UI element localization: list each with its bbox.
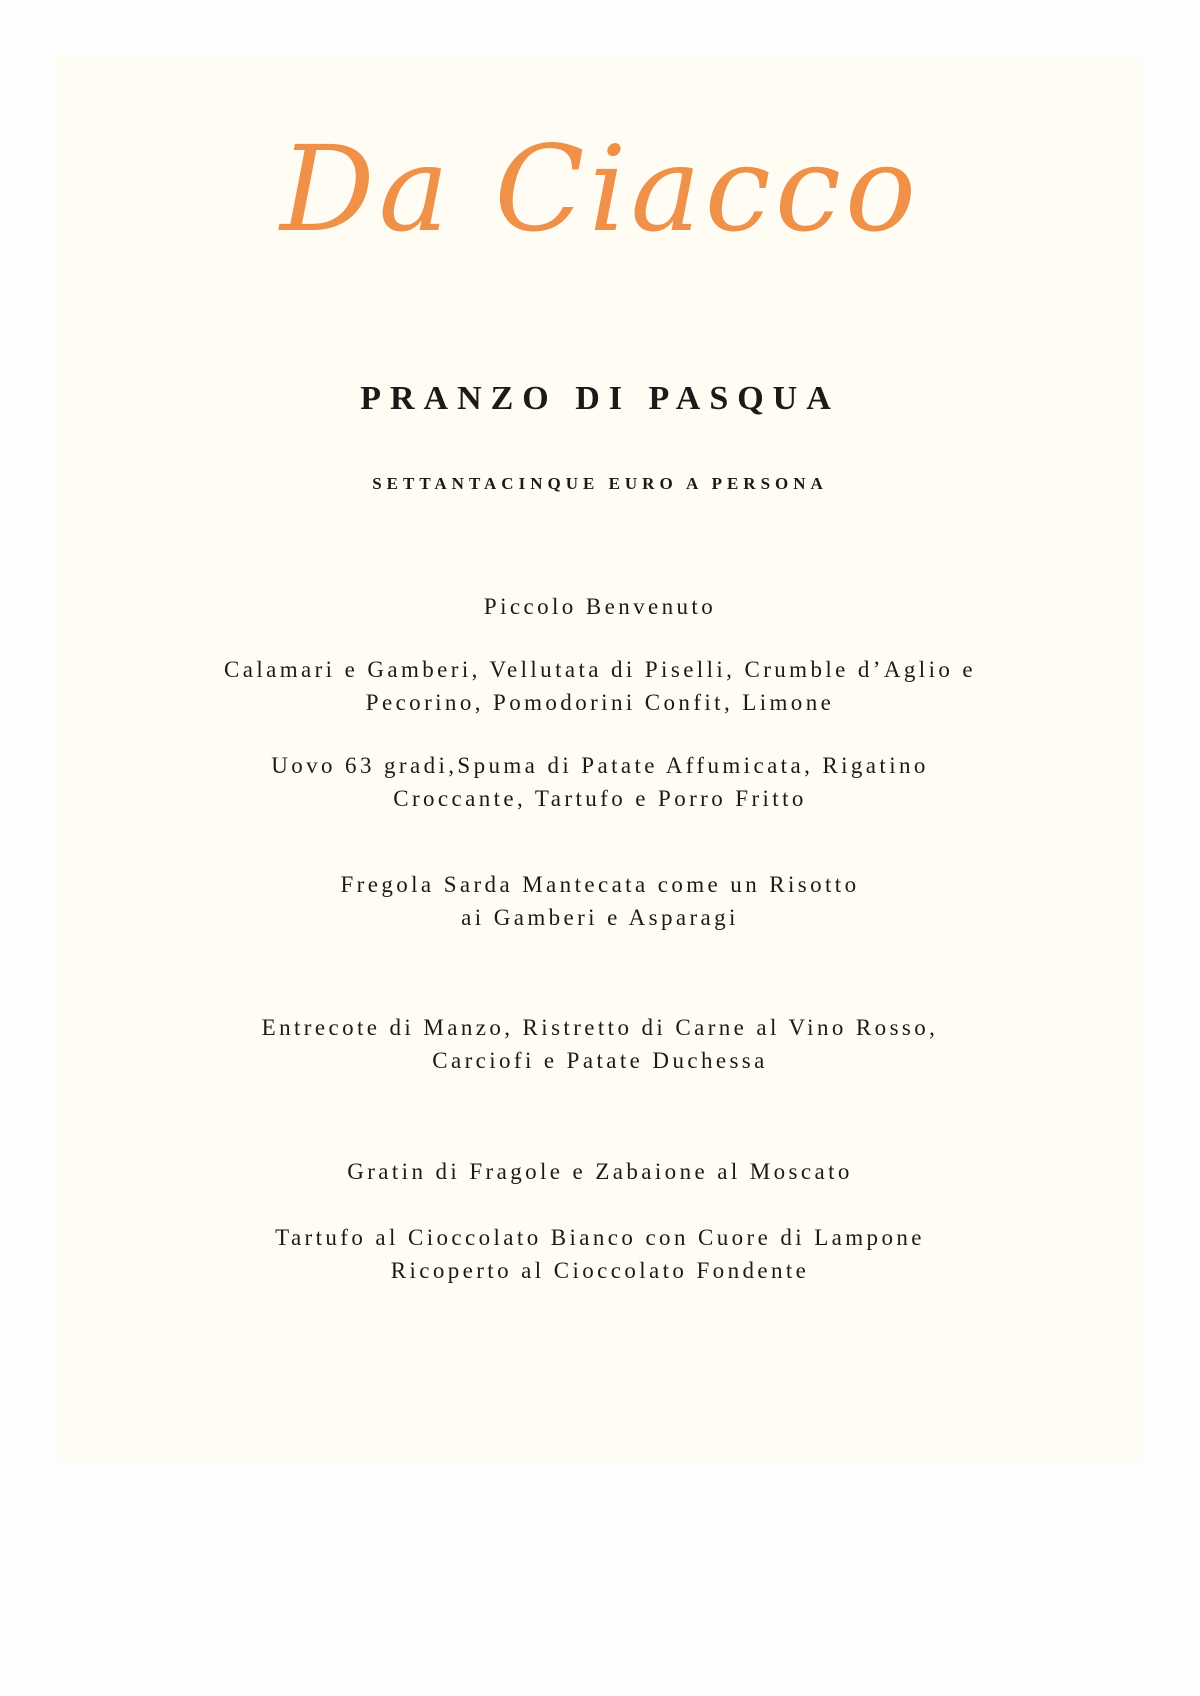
restaurant-logo <box>0 120 1200 258</box>
course-line: Entrecote di Manzo, Ristretto di Carne al Vino Rosso, <box>261 1015 939 1040</box>
course-6 <box>0 1155 1200 1188</box>
menu-price: SETTANTACINQUE EURO A PERSONA <box>372 474 828 493</box>
course-line: Calamari e Gamberi, Vellutata di Piselli, Crumble d’Aglio e <box>223 657 977 682</box>
course-line: Ricoperto al Cioccolato Fondente <box>390 1258 810 1283</box>
course-1 <box>0 590 1200 623</box>
logo-text: Da Ciacco <box>279 120 921 258</box>
course-5 <box>0 1011 1200 1077</box>
menu-title: PRANZO DI PASQUA <box>360 380 840 417</box>
course-7 <box>0 1221 1200 1287</box>
course-3 <box>0 749 1200 815</box>
course-line: Pecorino, Pomodorini Confit, Limone <box>365 690 835 715</box>
course-line: ai Gamberi e Asparagi <box>461 905 739 930</box>
course-line: Croccante, Tartufo e Porro Fritto <box>393 786 807 811</box>
course-line: Uovo 63 gradi,Spuma di Patate Affumicata, Rigatino <box>271 753 929 778</box>
course-line: Carciofi e Patate Duchessa <box>432 1048 768 1073</box>
course-line: Gratin di Fragole e Zabaione al Moscato <box>347 1159 853 1184</box>
course-2 <box>0 653 1200 719</box>
course-line: Tartufo al Cioccolato Bianco con Cuore di Lampone <box>275 1225 925 1250</box>
course-4 <box>0 868 1200 934</box>
course-line: Fregola Sarda Mantecata come un Risotto <box>340 872 860 897</box>
course-line: Piccolo Benvenuto <box>483 594 717 619</box>
